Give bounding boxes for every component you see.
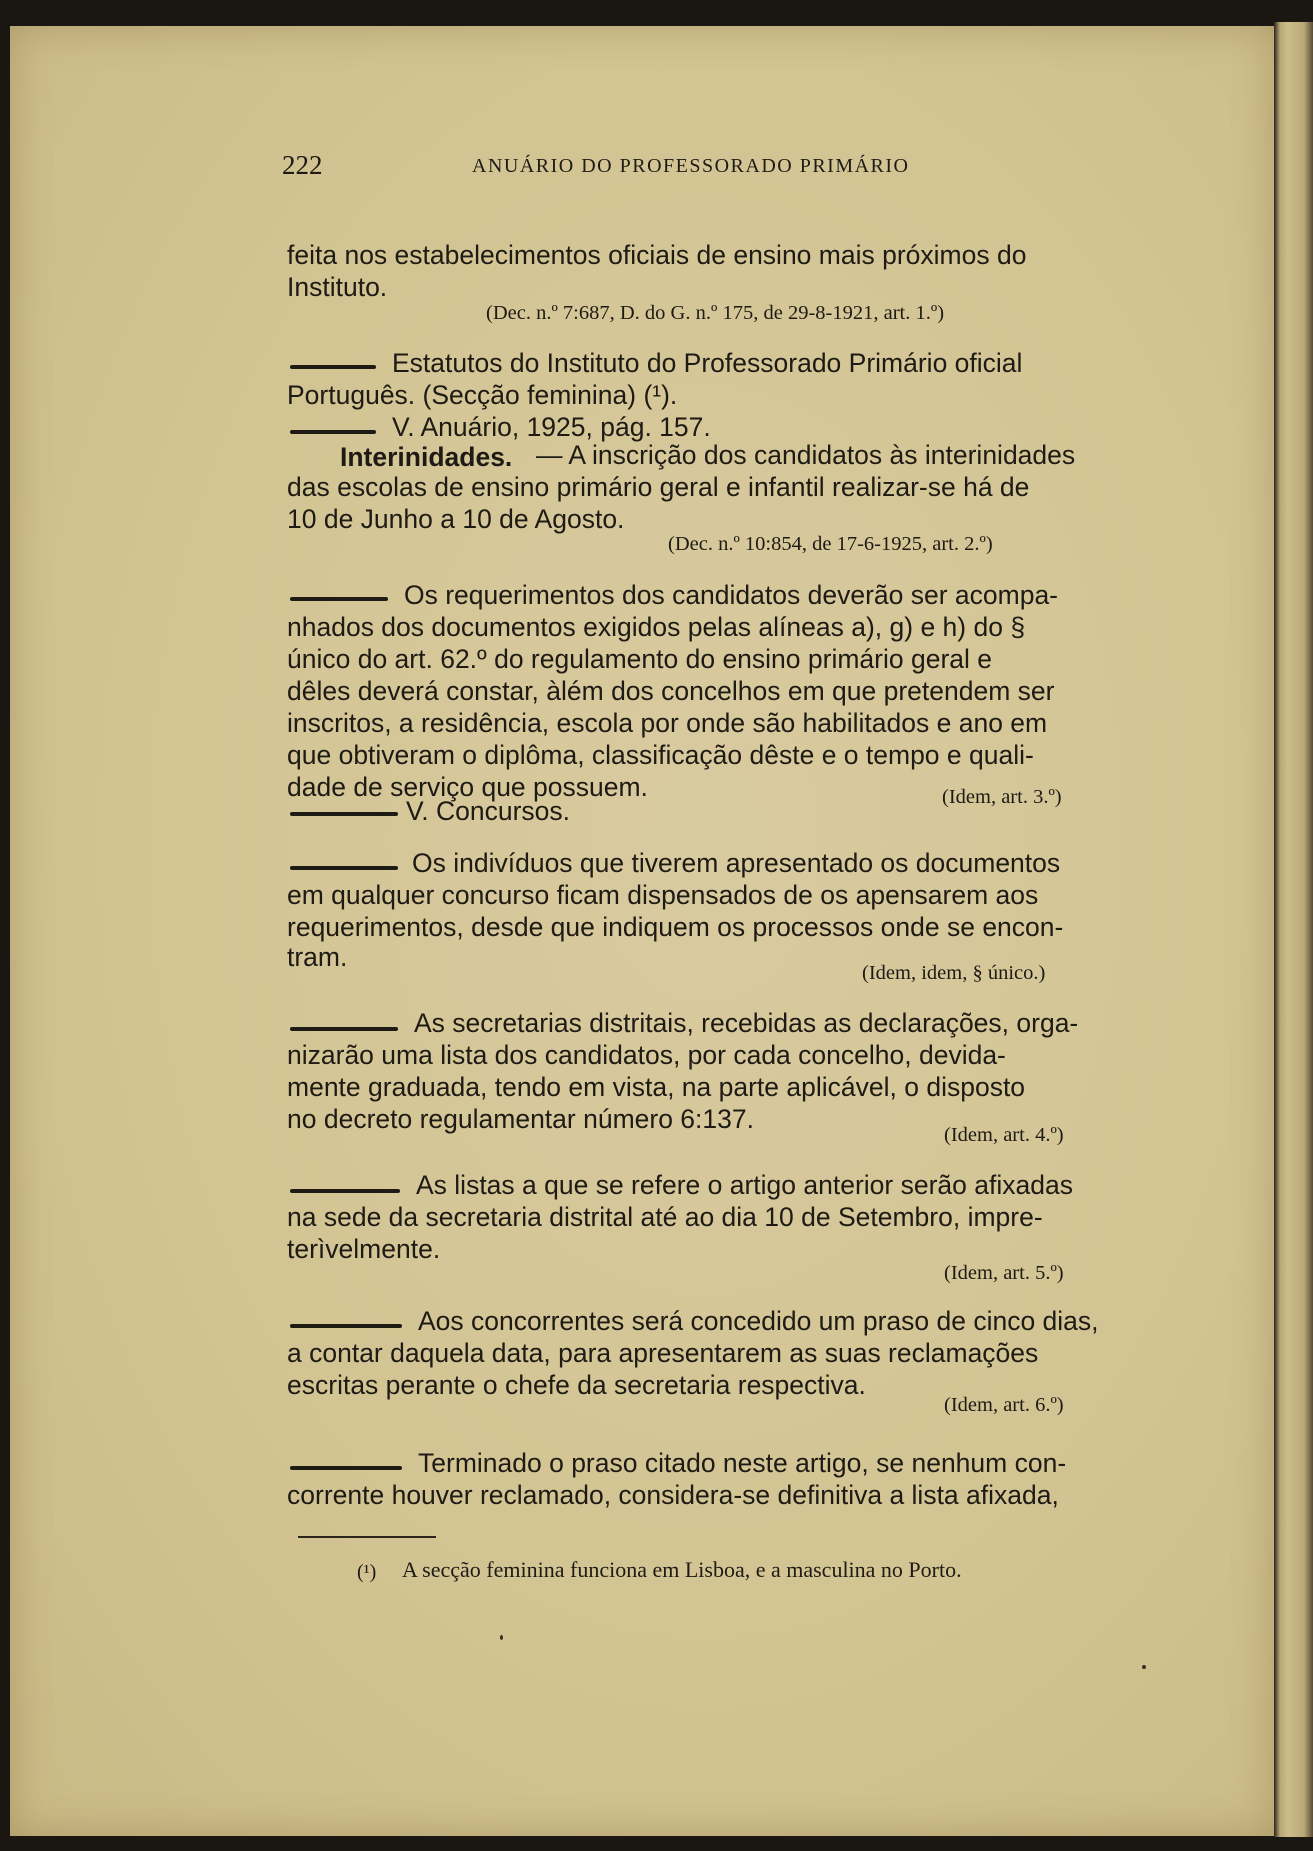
b5-line-1: Os requerimentos dos candidatos deverão ser acompa- xyxy=(404,580,1059,610)
b1-reference: (Dec. n.º 7:687, D. do G. n.º 175, de 29-8-1921, art. 1.º) xyxy=(486,302,945,324)
b9-reference: (Idem, art. 5.º) xyxy=(944,1262,1064,1284)
b8-line-2: nizarão uma lista dos candidatos, por cada concelho, devida- xyxy=(287,1040,1006,1070)
b7-line-1: Os indivíduos que tiverem apresentado os documentos xyxy=(412,848,1061,878)
b10-line-1: Aos concorrentes será concedido um praso de cinco dias, xyxy=(418,1306,1099,1336)
b1-line-1: feita nos estabelecimentos oficiais de ensino mais próximos do xyxy=(287,240,1027,270)
b10-dash xyxy=(290,1324,402,1328)
b10-line-2: a contar daquela data, para apresentarem as suas reclamações xyxy=(287,1338,1039,1368)
b6-line-1: V. Concursos. xyxy=(406,796,570,826)
b2-line-2: Português. (Secção feminina) (¹). xyxy=(287,380,678,410)
b9-line-2: na sede da secretaria distrital até ao dia 10 de Setembro, impre- xyxy=(287,1202,1043,1232)
b9-line-1: As listas a que se refere o artigo anterior serão afixadas xyxy=(416,1170,1073,1200)
b5-reference: (Idem, art. 3.º) xyxy=(942,786,1062,808)
b5-line-4: dêles deverá constar, àlém dos concelhos em que pretendem ser xyxy=(287,676,1055,706)
b4-line-1: — A inscrição dos candidatos às interinidades xyxy=(536,440,1076,470)
b3-dash xyxy=(290,430,376,434)
b7-dash xyxy=(290,866,398,870)
b6-dash xyxy=(290,812,398,816)
b8-line-3: mente graduada, tendo em vista, na parte aplicável, o disposto xyxy=(287,1072,1026,1102)
b9-dash xyxy=(290,1189,400,1193)
b4-line-2: das escolas de ensino primário geral e infantil realizar-se há de xyxy=(287,472,1030,502)
b5-dash xyxy=(290,597,388,601)
scan-speck xyxy=(500,1635,503,1640)
b7-line-2: em qualquer concurso ficam dispensados de os apensarem aos xyxy=(287,880,1039,910)
b2-dash xyxy=(290,365,376,369)
b5-line-2: nhados dos documentos exigidos pelas alíneas a), g) e h) do § xyxy=(287,612,1026,642)
b5-line-5: inscritos, a residência, escola por onde são habilitados e ano em xyxy=(287,708,1048,738)
b5-line-7: dade de serviço que possuem. xyxy=(287,772,648,802)
b8-line-1: As secretarias distritais, recebidas as declarações, orga- xyxy=(414,1008,1079,1038)
running-title: ANUÁRIO DO PROFESSORADO PRIMÁRIO xyxy=(472,155,910,177)
b3-line-1: V. Anuário, 1925, pág. 157. xyxy=(392,412,711,442)
b7-line-3: requerimentos, desde que indiquem os processos onde se encon- xyxy=(287,912,1064,942)
b11-line-1: Terminado o praso citado neste artigo, se nenhum con- xyxy=(418,1448,1067,1478)
b10-reference: (Idem, art. 6.º) xyxy=(944,1394,1064,1416)
b9-line-3: terìvelmente. xyxy=(287,1234,441,1264)
b8-line-4: no decreto regulamentar número 6:137. xyxy=(287,1104,754,1134)
footnote-mark: (¹) xyxy=(357,1561,377,1583)
next-page-edge xyxy=(1274,22,1313,1837)
b11-dash xyxy=(290,1466,402,1470)
b2-line-1: Estatutos do Instituto do Professorado Primário oficial xyxy=(392,348,1023,378)
b5-line-6: que obtiveram o diplôma, classificação dêste e o tempo e quali- xyxy=(287,740,1034,770)
b4-heading: Interinidades. xyxy=(340,442,513,472)
footnote-text: A secção feminina funciona em Lisboa, e a masculina no Porto. xyxy=(402,1557,962,1582)
b11-line-2: corrente houver reclamado, considera-se definitiva a lista afixada, xyxy=(287,1480,1059,1510)
b4-reference: (Dec. n.º 10:854, de 17-6-1925, art. 2.º) xyxy=(668,533,993,555)
page-number: 222 xyxy=(282,150,323,180)
b10-line-3: escritas perante o chefe da secretaria respectiva. xyxy=(287,1370,866,1400)
footnote-rule xyxy=(298,1536,436,1538)
scan-speck xyxy=(1142,1665,1146,1669)
b1-line-2: Instituto. xyxy=(287,272,388,302)
b5-line-3: único do art. 62.º do regulamento do ensino primário geral e xyxy=(287,644,992,674)
b7-reference: (Idem, idem, § único.) xyxy=(862,962,1046,984)
b8-dash xyxy=(290,1027,398,1031)
b4-line-3: 10 de Junho a 10 de Agosto. xyxy=(287,504,625,534)
b7-line-4: tram. xyxy=(287,942,348,972)
b8-reference: (Idem, art. 4.º) xyxy=(944,1124,1064,1146)
